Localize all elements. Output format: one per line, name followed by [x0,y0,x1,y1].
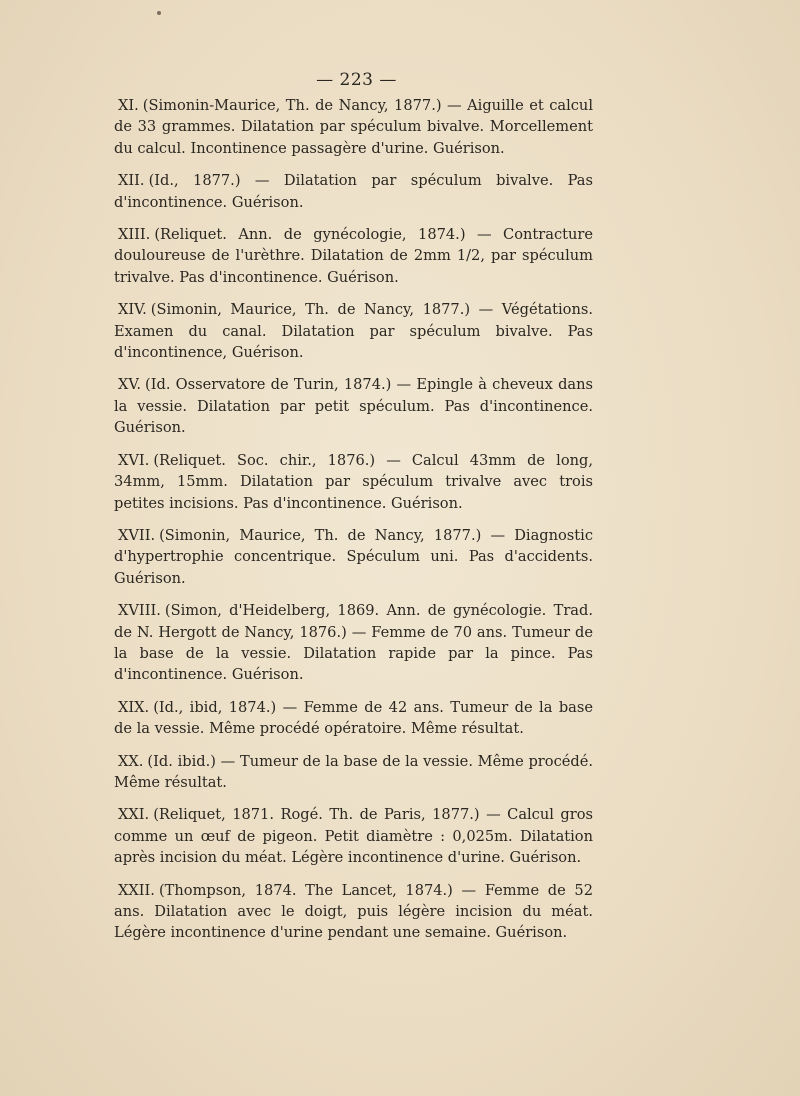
case-entry [114,299,593,363]
case-number: XXI. [118,806,150,824]
case-text: (Id., 1877.) — Dilatation par spéculum bivalve. Pas d'incontinence. Guérison. [114,172,593,211]
case-entry [114,880,593,944]
case-number: XVII. [118,526,156,544]
case-number: XVI. [118,451,150,469]
case-text: (Id. Osservatore de Turin, 1874.) — Epingle à cheveux dans la vessie. Dilatation par petit spéculum. Pas d'incontinence. Guérison. [114,376,593,437]
case-number: XI. [118,97,139,114]
case-number: XV. [118,376,142,394]
case-text: (Simon, d'Heidelberg, 1869. Ann. de gynécologie. Trad. de N. Hergott de Nancy, 1876.) — Femme de 70 ans. Tumeur de la base de la vessie. Dilatation rapide par la pince. Pas d'incontinence. Guérison. [114,602,593,684]
case-number: XII. [118,172,145,190]
case-number: XIII. [118,226,151,244]
case-entry [114,600,593,686]
case-text: (Reliquet, 1871. Rogé. Th. de Paris, 1877.) — Calcul gros comme un œuf de pigeon. Petit diamètre : 0,025m. Dilatation après incision du méat. Légère incontinence d'urine. Guérison. [114,806,593,867]
case-text: (Reliquet. Soc. chir., 1876.) — Calcul 43mm de long, 34mm, 15mm. Dilatation par spéculum trivalve avec trois petites incisions. Pas d'incontinence. Guérison. [114,451,593,512]
case-text: (Id. ibid.) — Tumeur de la base de la vessie. Même procédé. Même résultat. [114,752,593,791]
case-entry [114,374,593,438]
case-number: XIX. [118,698,150,716]
case-list [114,95,593,955]
page-number: — 223 — [316,70,397,90]
case-entry [114,751,593,794]
case-number: XIV. [118,301,147,319]
case-number: XVIII. [118,602,161,620]
case-text: (Thompson, 1874. The Lancet, 1874.) — Femme de 52 ans. Dilatation avec le doigt, puis légère incision du méat. Légère incontinence d'urine pendant une semaine. Guérison. [114,881,593,942]
case-entry [114,450,593,514]
case-text: (Simonin-Maurice, Th. de Nancy, 1877.) — Aiguille et calcul de 33 grammes. Dilatation par spéculum bivalve. Morcellement du calcul. Incontinence passagère d'urine. Guérison. [114,97,593,157]
case-text: (Simonin, Maurice, Th. de Nancy, 1877.) — Diagnostic d'hypertrophie concentrique. Spéculum uni. Pas d'accidents. Guérison. [114,526,593,587]
case-text: (Simonin, Maurice, Th. de Nancy, 1877.) — Végétations. Examen du canal. Dilatation par spéculum bivalve. Pas d'incontinence, Guérison. [114,301,593,362]
case-text: (Id., ibid, 1874.) — Femme de 42 ans. Tumeur de la base de la vessie. Même procédé opératoire. Même résultat. [114,698,593,738]
ink-speck [157,11,161,15]
case-entry [114,804,593,868]
case-entry [114,697,593,740]
case-number: XXII. [118,881,155,899]
case-entry [114,525,593,589]
case-entry [114,224,593,288]
case-text: (Reliquet. Ann. de gynécologie, 1874.) — Contracture douloureuse de l'urèthre. Dilatation de 2mm 1/2, par spéculum trivalve. Pas d'incontinence. Guérison. [114,226,593,286]
case-entry [114,95,593,159]
case-number: XX. [118,752,144,770]
case-entry [114,170,593,213]
